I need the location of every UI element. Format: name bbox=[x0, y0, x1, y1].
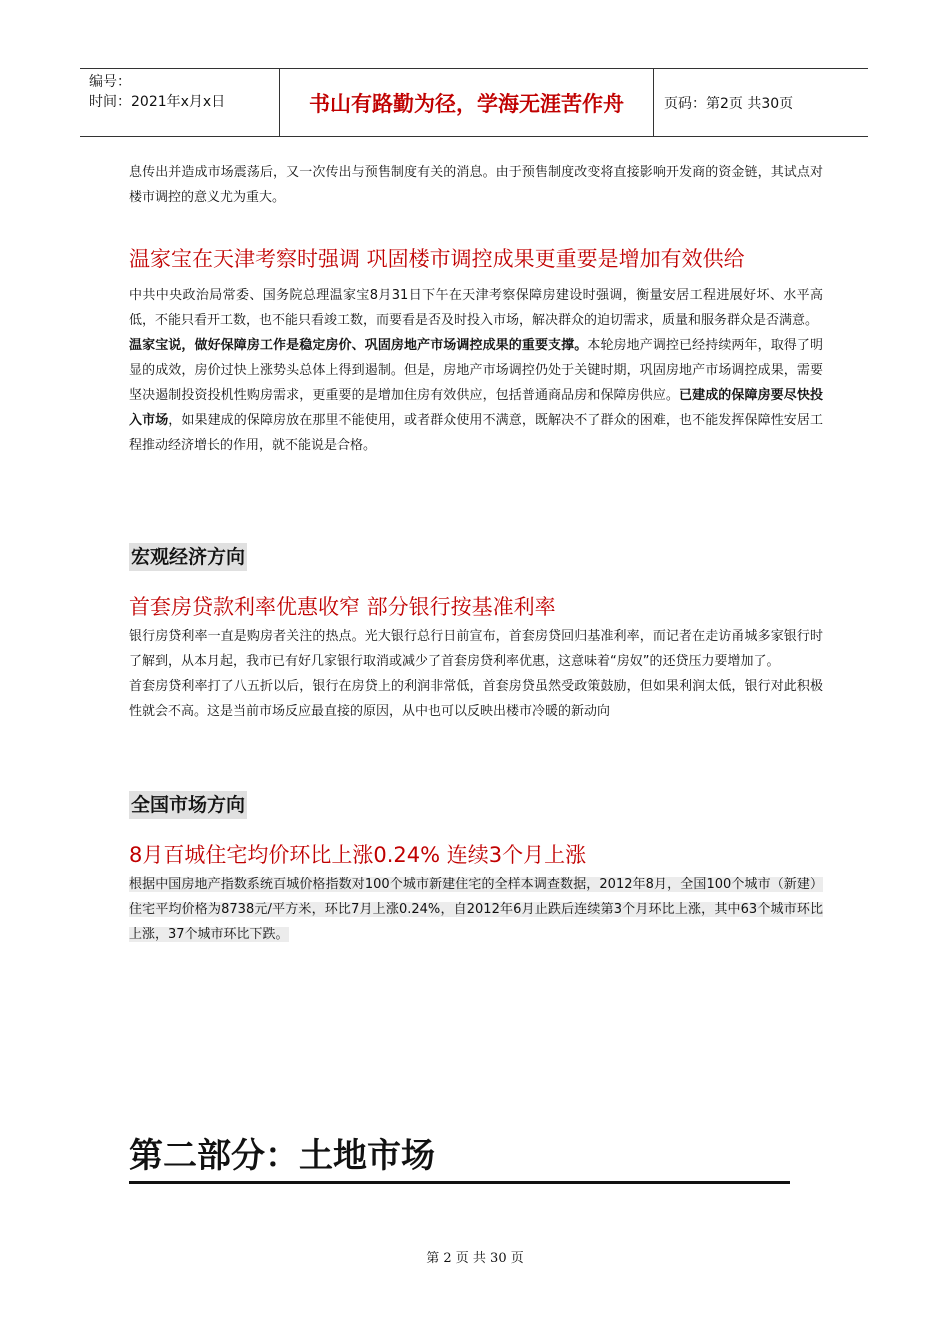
doc-date-label: 时间：2021年x月x日 bbox=[89, 94, 226, 110]
emphasis-text: 温家宝说，做好保障房工作是稳定房价、巩固房地产市场调控成果的重要支撑。 bbox=[129, 338, 588, 353]
page-footer: 第 2 页 共 30 页 bbox=[426, 1251, 524, 1266]
article-title: 首套房贷款利率优惠收窄 部分银行按基准利率 bbox=[129, 595, 556, 619]
article-title: 8月百城住宅均价环比上涨0.24% 连续3个月上涨 bbox=[129, 843, 587, 867]
part-title: 第二部分：土地市场 bbox=[129, 1136, 435, 1176]
section-national-market bbox=[129, 791, 823, 947]
section-macro-economy bbox=[129, 543, 823, 724]
emphasis-text: 已建成的保障房要尽快投入市场 bbox=[129, 388, 823, 428]
header-page-info: 页码：第2页 共30页 bbox=[664, 95, 794, 112]
header-meta bbox=[80, 69, 280, 136]
section-tag: 宏观经济方向 bbox=[129, 543, 247, 571]
article-title: 温家宝在天津考察时强调 巩固楼市调控成果更重要是增加有效供给 bbox=[129, 247, 745, 271]
paragraph-text: ，如果建成的保障房放在那里不能使用，或者群众使用不满意，既解决不了群众的困难，也不能发挥保障性安居工程推动经济增长的作用，就不能说是合格。 bbox=[129, 413, 823, 453]
part-divider bbox=[129, 1181, 790, 1184]
article-wen-jiabao bbox=[129, 244, 823, 458]
section-tag: 全国市场方向 bbox=[129, 791, 247, 819]
highlighted-text: 根据中国房地产指数系统百城价格指数对100个城市新建住宅的全样本调查数据，2012年8月，全国100个城市（新建）住宅平均价格为8738元/平方米，环比7月上涨0.24%，自2012年6月止跌后连续第3个月环比上涨，其中63个城市环比上涨，37个城市环比下跌。 bbox=[129, 877, 823, 942]
doc-number-label: 编号： bbox=[89, 74, 131, 90]
article-paragraph bbox=[129, 333, 823, 458]
intro-paragraph-block bbox=[129, 160, 823, 210]
paragraph-text: 本轮房地产调控已经持续两年，取得了明显的成效，房价过快上涨势头总体上得到遏制。但是，房地产市场调控仍处于关键时期，巩固房地产市场调控成果，需要坚决遏制投资投机性购房需求，更重要的是增加住房有效供应，包括普通商品房和保障房供应。 bbox=[129, 338, 823, 403]
page-header bbox=[80, 68, 868, 137]
article-paragraph: 银行房贷利率一直是购房者关注的热点。光大银行总行日前宣布，首套房贷回归基准利率，而记者在走访甬城多家银行时了解到，从本月起，我市已有好几家银行取消或减少了首套房贷利率优惠，这意味着“房奴”的还贷压力要增加了。 bbox=[129, 629, 823, 669]
article-paragraph: 中共中央政治局常委、国务院总理温家宝8月31日下午在天津考察保障房建设时强调，衡量安居工程进展好坏、水平高低，不能只看开工数，也不能只看竣工数，而要看是否及时投入市场，解决群众的迫切需求，质量和服务群众是否满意。 bbox=[129, 288, 823, 328]
article-paragraph: 首套房贷利率打了八五折以后，银行在房贷上的利润非常低，首套房贷虽然受政策鼓励，但如果利润太低，银行对此积极性就会不高。这是当前市场反应最直接的原因，从中也可以反映出楼市冷暖的新动向 bbox=[129, 679, 823, 719]
intro-paragraph: 息传出并造成市场震荡后，又一次传出与预售制度有关的消息。由于预售制度改变将直接影响开发商的资金链，其试点对楼市调控的意义尤为重大。 bbox=[129, 165, 823, 205]
article-paragraph bbox=[129, 872, 823, 947]
header-motto: 书山有路勤为径，学海无涯苦作舟 bbox=[280, 69, 654, 136]
